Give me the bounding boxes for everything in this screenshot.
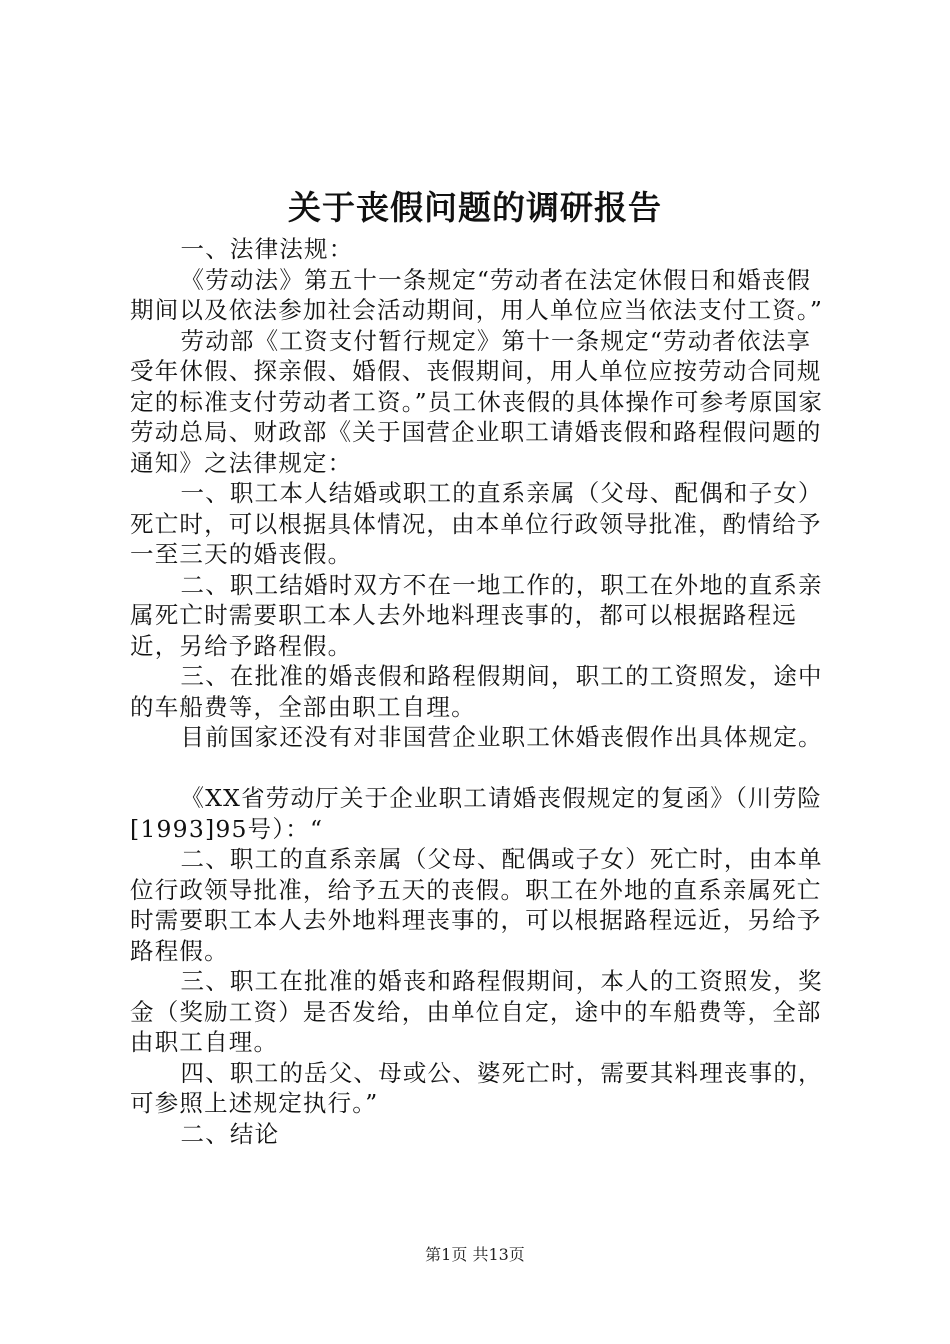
paragraph-provincial-rule-4: 四、职工的岳父、母或公、婆死亡时，需要其料理丧事的，可参照上述规定执行。” (130, 1058, 823, 1117)
paragraph-rule-2: 二、职工结婚时双方不在一地工作的，职工在外地的直系亲属死亡时需要职工本人去外地料理丧事的，都可以根据路程远近，另给予路程假。 (130, 570, 823, 660)
document-body (130, 234, 830, 1149)
paragraph-labor-law: 《劳动法》第五十一条规定“劳动者在法定休假日和婚丧假期间以及依法参加社会活动期间，用人单位应当依法支付工资。” (130, 265, 824, 324)
paragraph-provincial-reply: 《XX省劳动厅关于企业职工请婚丧假规定的复函》（川劳险[1993]95号）：“ (130, 784, 823, 843)
section-heading-laws: 一、法律法规： (180, 235, 354, 263)
paragraph-rule-1: 一、职工本人结婚或职工的直系亲属（父母、配偶和子女）死亡时，可以根据具体情况，由本单位行政领导批准，酌情给予一至三天的婚丧假。 (130, 479, 823, 568)
paragraph-rule-3: 三、在批准的婚丧假和路程假期间，职工的工资照发，途中的车船费等，全部由职工自理。 (130, 662, 823, 721)
page-footer: 第1页 共13页 (425, 1245, 525, 1264)
paragraph-provincial-rule-3: 三、职工在批准的婚丧和路程假期间，本人的工资照发，奖金（奖励工资）是否发给，由单位自定，途中的车船费等，全部由职工自理。 (130, 967, 823, 1056)
section-heading-conclusion: 二、结论 (180, 1119, 280, 1148)
document-title: 关于丧假问题的调研报告 (288, 188, 662, 227)
paragraph-wage-regulation: 劳动部《工资支付暂行规定》第十一条规定“劳动者依法享受年休假、探亲假、婚假、丧假期间，用人单位应按劳动合同规定的标准支付劳动者工资。”员工休丧假的具体操作可参考原国家劳动总局、财政部《关于国营企业职工请婚丧假和路程假问题的通知》之法律规定： (130, 326, 824, 477)
paragraph-non-state-note: 目前国家还没有对非国营企业职工休婚丧假作出具体规定。 (180, 723, 823, 751)
paragraph-provincial-rule-2: 二、职工的直系亲属（父母、配偶或子女）死亡时，由本单位行政领导批准，给予五天的丧假。职工在外地的直系亲属死亡时需要职工本人去外地料理丧事的，可以根据路程远近，另给予路程假。 (130, 845, 823, 965)
